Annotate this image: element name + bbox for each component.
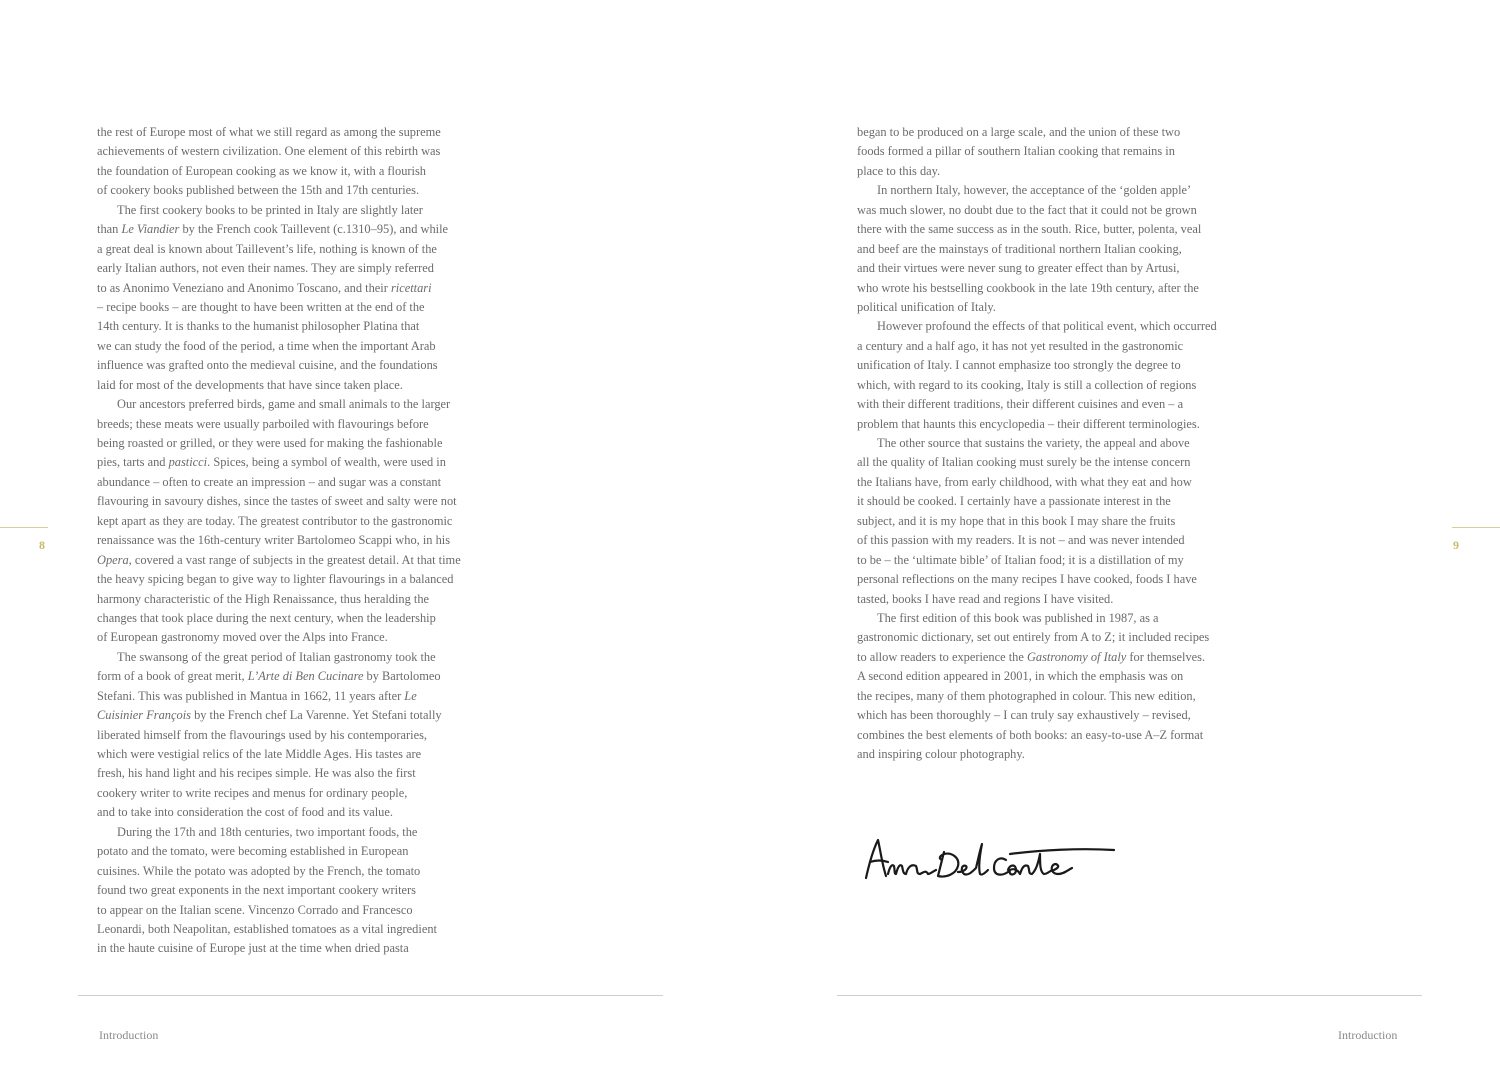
text-segment: Stefani. This was published in Mantua in 1662, 11 years after <box>97 688 405 703</box>
text-segment: by Bartolomeo <box>363 669 441 684</box>
text-line: abundance – often to create an impression – and sugar was a constant <box>97 474 442 489</box>
text-line: breeds; these meats were usually parboiled with flavourings before <box>97 416 429 431</box>
text-line <box>97 220 461 239</box>
text-line: was much slower, no doubt due to the fact that it could not be grown <box>857 202 1197 217</box>
text-segment: pies, tarts and <box>97 455 169 470</box>
right-page <box>750 0 1500 1090</box>
italic-title: Cuisinier François <box>97 708 191 723</box>
text-line: place to this day. <box>857 163 941 178</box>
text-line: renaissance was the 16th-century writer Bartolomeo Scappi who, in his <box>97 533 451 548</box>
text-line: tasted, books I have read and regions I have visited. <box>857 591 1114 606</box>
text-line: The swansong of the great period of Italian gastronomy took the <box>117 649 436 664</box>
text-line: of cookery books published between the 15th and 17th centuries. <box>97 183 420 198</box>
text-line: Our ancestors preferred birds, game and small animals to the larger <box>117 397 451 412</box>
text-line: achievements of western civilization. One element of this rebirth was <box>97 144 441 159</box>
text-line: changes that took place during the next century, when the leadership <box>97 610 436 625</box>
text-line: A second edition appeared in 2001, in which the emphasis was on <box>857 669 1184 684</box>
text-segment: than <box>97 222 122 237</box>
text-line: gastronomic dictionary, set out entirely from A to Z; it included recipes <box>857 630 1210 645</box>
text-line: unification of Italy. I cannot emphasize too strongly the degree to <box>857 358 1181 373</box>
italic-title: Le Viandier <box>121 222 180 237</box>
text-segment: for themselves. <box>1126 649 1206 664</box>
text-line: and beef are the mainstays of traditional northern Italian cooking, <box>857 241 1182 256</box>
text-line: liberated himself from the flavourings used by his contemporaries, <box>97 727 427 742</box>
text-line: During the 17th and 18th centuries, two important foods, the <box>117 824 418 839</box>
italic-title: L’Arte di Ben Cucinare <box>247 669 364 684</box>
text-line: combines the best elements of both books: an easy-to-use A–Z format <box>857 727 1204 742</box>
italic-title: Gastronomy of Italy <box>1026 649 1127 664</box>
text-line: The other source that sustains the variety, the appeal and above <box>877 436 1190 450</box>
text-segment: , covered a vast range of subjects in the greatest detail. At that time <box>128 552 461 567</box>
text-line: early Italian authors, not even their names. They are simply referred <box>97 261 434 276</box>
folio-rule <box>1452 527 1500 528</box>
text-segment: by the French cook Taillevent (c.1310–95), and while <box>179 222 449 237</box>
italic-title: ricettari <box>390 280 432 295</box>
text-line: with their different traditions, their different cuisines and even – a <box>857 397 1184 412</box>
text-line: cuisines. While the potato was adopted by the French, the tomato <box>97 863 421 878</box>
text-line: to be – the ‘ultimate bible’ of Italian food; it is a distillation of my <box>857 552 1184 567</box>
body-text-column <box>97 123 461 959</box>
text-line: which, with regard to its cooking, Italy is still a collection of regions <box>857 377 1197 392</box>
text-line: the Italians have, from early childhood, with what they eat and how <box>857 474 1192 489</box>
text-line: problem that haunts this encyclopedia – their different terminologies. <box>857 416 1200 431</box>
page-number: 8 <box>39 538 45 552</box>
italic-title: pasticci <box>168 455 208 470</box>
text-line: The first edition of this book was published in 1987, as a <box>877 610 1159 625</box>
text-line: 14th century. It is thanks to the humanist philosopher Platina that <box>97 319 420 334</box>
italic-title: Opera <box>97 552 129 567</box>
text-line: the recipes, many of them photographed in colour. This new edition, <box>857 688 1196 703</box>
text-line: it should be cooked. I certainly have a passionate interest in the <box>857 494 1171 509</box>
text-line: fresh, his hand light and his recipes simple. He was also the first <box>97 766 416 781</box>
text-line: of this passion with my readers. It is not – and was never intended <box>857 533 1185 548</box>
text-segment: form of a book of great merit, <box>97 669 248 684</box>
text-line: kept apart as they are today. The greatest contributor to the gastronomic <box>97 513 453 528</box>
text-line: the heavy spicing began to give way to lighter flavourings in a balanced <box>97 572 454 587</box>
text-line <box>97 706 461 725</box>
text-line: which were vestigial relics of the late Middle Ages. His tastes are <box>97 747 422 761</box>
text-line: being roasted or grilled, or they were used for making the fashionable <box>97 436 443 450</box>
text-line: Leonardi, both Neapolitan, established tomatoes as a vital ingredient <box>97 921 437 936</box>
footer-rule <box>78 995 663 996</box>
text-line: harmony characteristic of the High Renaissance, thus heralding the <box>97 591 430 606</box>
text-line <box>97 551 461 570</box>
text-line: In northern Italy, however, the acceptance of the ‘golden apple’ <box>877 183 1192 198</box>
text-line: potato and the tomato, were becoming established in European <box>97 844 409 859</box>
text-line <box>857 648 1217 667</box>
text-line: the foundation of European cooking as we know it, with a flourish <box>97 163 426 178</box>
footer-rule <box>837 995 1422 996</box>
text-line: influence was grafted onto the medieval cuisine, and the foundations <box>97 358 438 373</box>
text-line: and inspiring colour photography. <box>857 747 1025 761</box>
running-footer: Introduction <box>99 1028 159 1042</box>
text-line: However profound the effects of that political event, which occurred <box>877 319 1217 334</box>
text-segment: . Spices, being a symbol of wealth, were used in <box>207 455 446 470</box>
text-line: personal reflections on the many recipes I have cooked, foods I have <box>857 572 1197 587</box>
text-line: cookery writer to write recipes and menus for ordinary people, <box>97 785 408 800</box>
text-line <box>97 453 461 472</box>
text-segment: to allow readers to experience the <box>857 649 1027 664</box>
text-line <box>97 687 461 706</box>
text-line: who wrote his bestselling cookbook in the late 19th century, after the <box>857 280 1199 295</box>
text-line: foods formed a pillar of southern Italian cooking that remains in <box>857 144 1175 159</box>
text-line: a century and a half ago, it has not yet resulted in the gastronomic <box>857 338 1184 353</box>
text-line: The first cookery books to be printed in Italy are slightly later <box>117 202 423 217</box>
text-line: and to take into consideration the cost of food and its value. <box>97 805 393 820</box>
text-line: flavouring in savoury dishes, since the tastes of sweet and salty were not <box>97 494 457 509</box>
text-line <box>97 279 461 298</box>
text-segment: by the French chef La Varenne. Yet Stefani totally <box>190 708 442 723</box>
text-line: all the quality of Italian cooking must surely be the intense concern <box>857 455 1191 470</box>
text-line: of European gastronomy moved over the Alps into France. <box>97 630 388 645</box>
text-line: and their virtues were never sung to greater effect than by Artusi, <box>857 261 1180 276</box>
text-line <box>97 667 461 686</box>
text-segment: to as Anonimo Veneziano and Anonimo Toscano, and their <box>97 280 391 295</box>
italic-title: Le <box>404 688 417 703</box>
text-line: we can study the food of the period, a time when the important Arab <box>97 338 436 353</box>
text-line: – recipe books – are thought to have been written at the end of the <box>97 299 425 314</box>
text-line: subject, and it is my hope that in this book I may share the fruits <box>857 513 1176 528</box>
text-line: a great deal is known about Taillevent’s life, nothing is known of the <box>97 241 437 256</box>
body-text-column <box>857 123 1217 764</box>
text-line: the rest of Europe most of what we still regard as among the supreme <box>97 125 441 139</box>
text-line: there with the same success as in the south. Rice, butter, polenta, veal <box>857 222 1202 237</box>
text-line: in the haute cuisine of Europe just at the time when dried pasta <box>97 941 409 956</box>
text-line: began to be produced on a large scale, and the union of these two <box>857 125 1181 139</box>
text-line: political unification of Italy. <box>857 299 996 314</box>
page-number: 9 <box>1453 538 1459 552</box>
folio-rule <box>0 527 48 528</box>
text-line: to appear on the Italian scene. Vincenzo Corrado and Francesco <box>97 902 413 917</box>
author-signature <box>860 830 1120 890</box>
text-line: which has been thoroughly – I can truly say exhaustively – revised, <box>857 708 1191 723</box>
text-line: laid for most of the developments that have since taken place. <box>97 377 403 392</box>
text-line: found two great exponents in the next important cookery writers <box>97 883 416 898</box>
running-footer: Introduction <box>1338 1028 1398 1042</box>
